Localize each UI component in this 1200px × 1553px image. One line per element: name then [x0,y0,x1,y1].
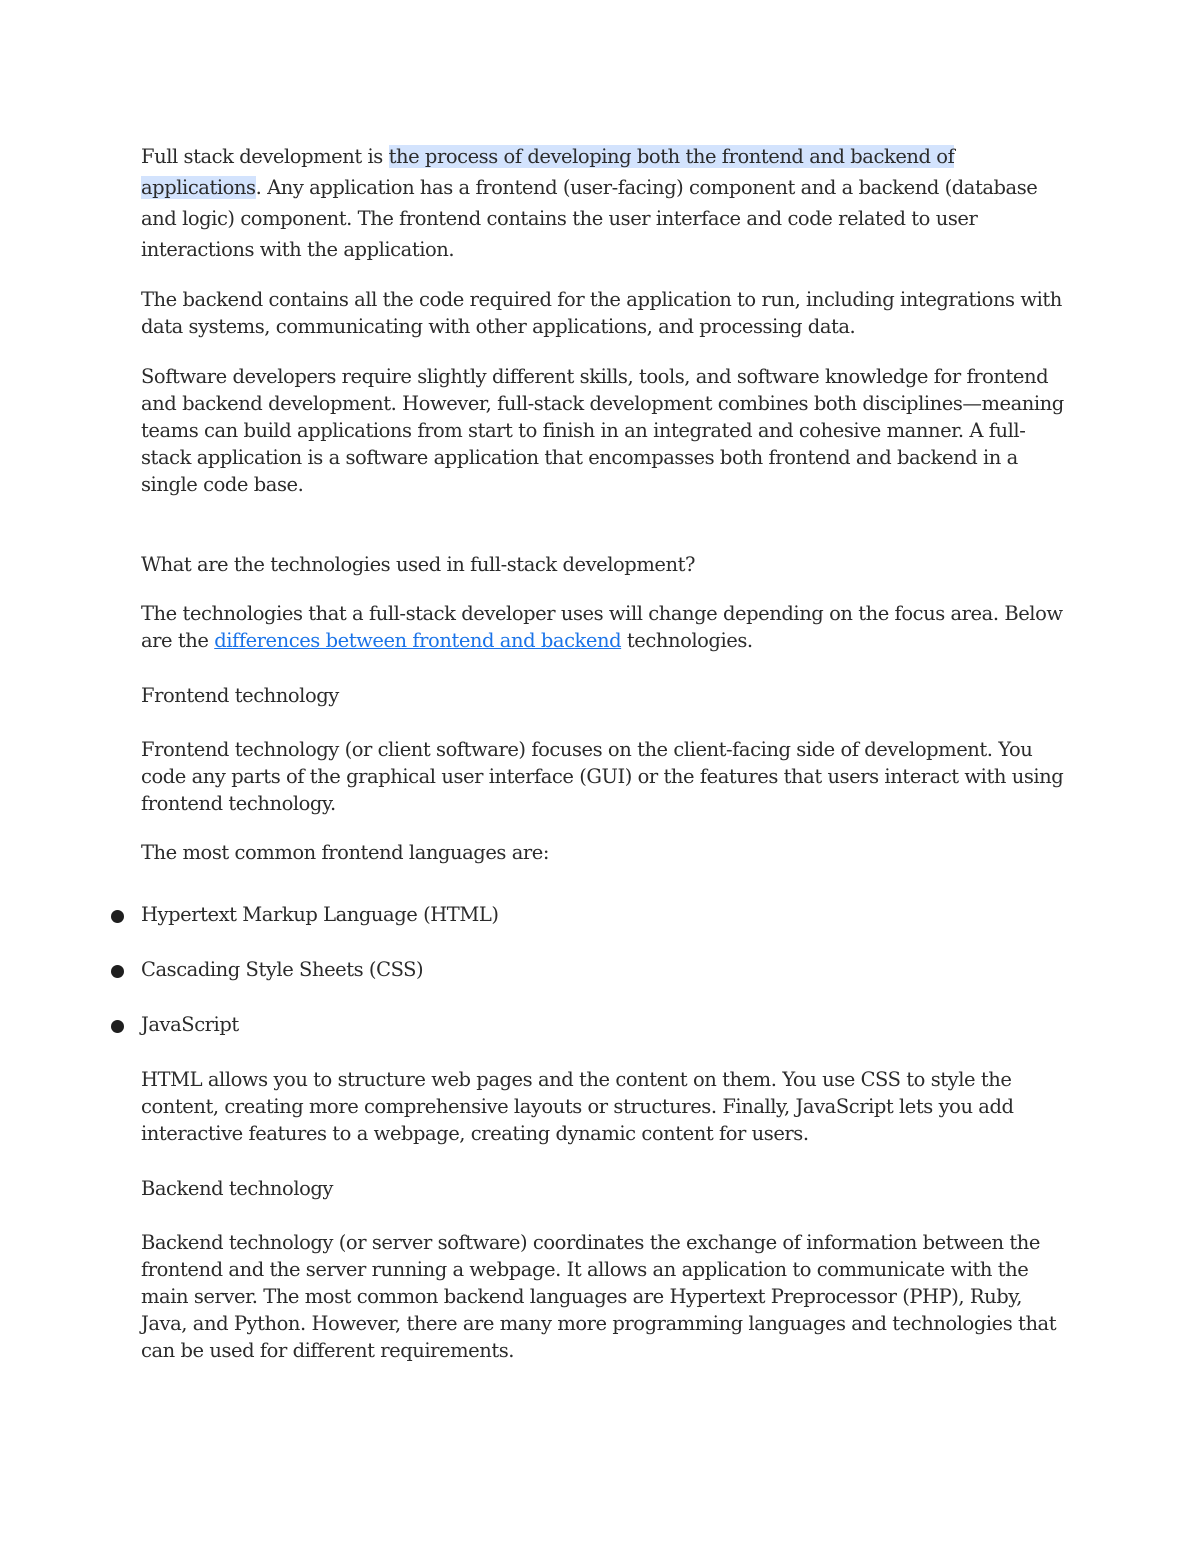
paragraph-backend: Backend technology (or server software) coordinates the exchange of information between the frontend and the server running a webpage. It allows an application to communicate with the main server. The most common backend languages are Hypertext Preprocessor (PHP), Ruby, Java, and Python. However, there are many more programming languages and technologies that can be used for different requirements. [141,1231,1057,1362]
bullet-icon [111,1020,124,1033]
list-item-javascript: JavaScript [141,1013,239,1036]
heading-technologies: What are the technologies used in full-stack development? [141,553,695,576]
paragraph-skills: Software developers require slightly different skills, tools, and software knowledge for frontend and backend development. However, full-stack development combines both disciplines—meaning teams can build applications from start to finish in an integrated and cohesive manner. A full-stack application is a software application that encompasses both frontend and backend in a single code base. [141,365,1064,496]
paragraph-frontend: Frontend technology (or client software) focuses on the client-facing side of development. You code any parts of the graphical user interface (GUI) or the features that users interact with using frontend technology. [141,738,1064,815]
list-item-html: Hypertext Markup Language (HTML) [141,903,499,926]
intro-lead-text: Full stack development is [141,145,389,168]
list-item-css: Cascading Style Sheets (CSS) [141,958,424,981]
heading-frontend: Frontend technology [141,684,339,707]
paragraph-technologies [141,600,1071,654]
technologies-lead-text: The technologies that a full-stack developer uses will change depending on the focus area. Below are the [141,602,1063,652]
bullet-icon [111,965,124,978]
technologies-tail-text: technologies. [621,629,753,652]
paragraph-frontend-languages: The most common frontend languages are: [141,841,549,864]
intro-highlight-text[interactable]: the process of developing both the frontend and backend of [388,145,955,168]
differences-link[interactable]: differences between frontend and backend [214,629,622,652]
intro-highlight-text-2[interactable]: applications [141,176,256,199]
intro-rest-text: . Any application has a frontend (user-facing) component and a backend (database and logic) component. The frontend contains the user interface and code related to user interactions with the application. [141,176,1038,261]
paragraph-backend-summary: The backend contains all the code required for the application to run, including integrations with data systems, communicating with other applications, and processing data. [141,288,1062,338]
paragraph-html-css-js: HTML allows you to structure web pages and the content on them. You use CSS to style the content, creating more comprehensive layouts or structures. Finally, JavaScript lets you add interactive features to a webpage, creating dynamic content for users. [141,1068,1014,1145]
heading-backend: Backend technology [141,1177,334,1200]
paragraph-intro [141,141,1071,265]
bullet-icon [111,910,124,923]
